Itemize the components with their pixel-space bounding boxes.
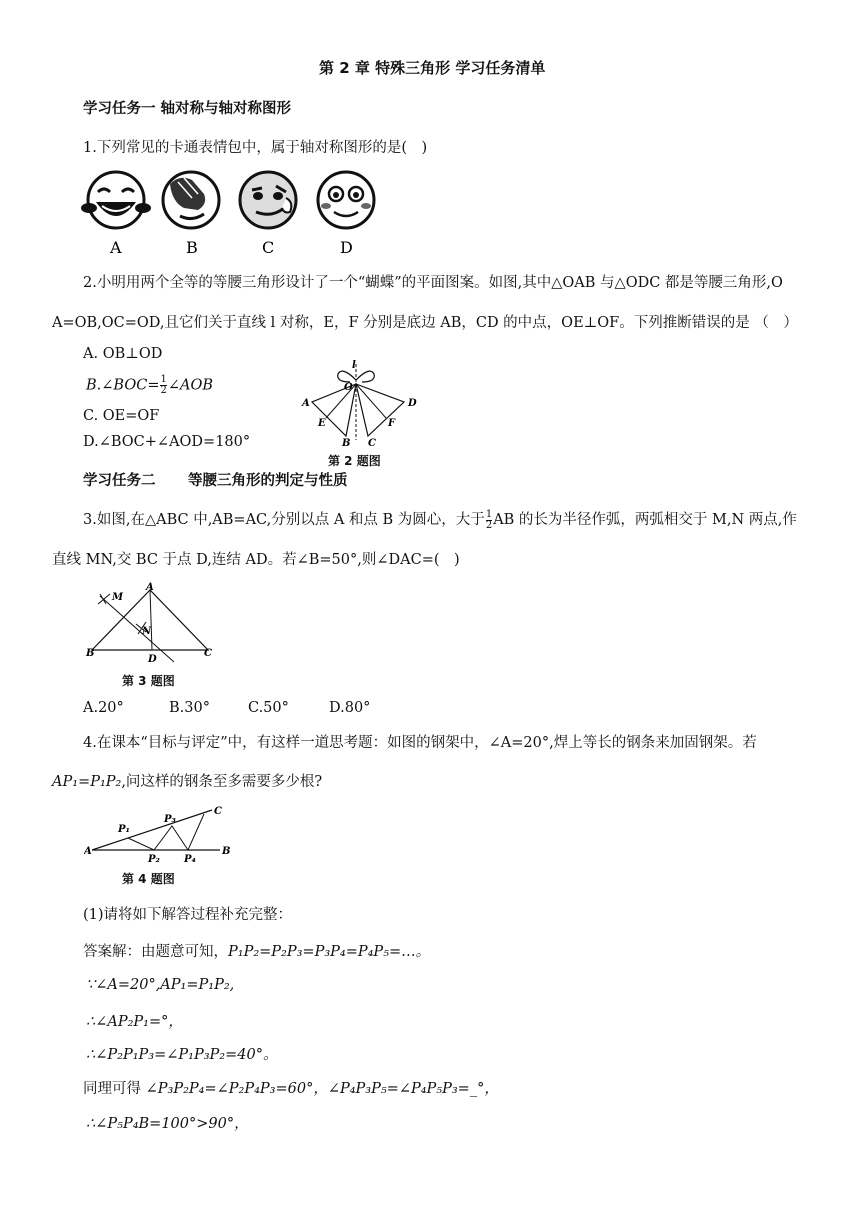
q2-option-c: C. OE=OF xyxy=(83,408,160,424)
task1-heading: 学习任务一 轴对称与轴对称图形 xyxy=(83,101,292,117)
emoji-label-a: A xyxy=(110,238,122,257)
fig3-label-c: C xyxy=(204,648,212,659)
fig4-label-c: C xyxy=(214,806,222,817)
q4-caption: 第 4 题图 xyxy=(122,872,175,886)
task2-heading-b: 等腰三角形的判定与性质 xyxy=(188,473,348,489)
q4-line4 xyxy=(83,1077,499,1098)
emoji-c-smirk-icon xyxy=(240,172,296,228)
emoji-a-laughing-icon xyxy=(81,172,151,228)
fig2-label-d: D xyxy=(408,398,417,409)
q4-sub1: (1)请将如下解答过程补充完整： xyxy=(83,907,293,923)
q3-option-a: A.20° xyxy=(83,700,124,716)
q2-stem-line1: 2.小明用两个全等的等腰三角形设计了一个“蝴蝶”的平面图案。如图,其中△OAB 与△ODC 都是等腰三角形,O xyxy=(83,275,783,291)
q2-option-b-pre: B.∠BOC= xyxy=(86,377,160,394)
emoji-label-b: B xyxy=(186,238,198,257)
emoji-label-c: C xyxy=(262,238,275,257)
q1-emoji-figure xyxy=(80,168,380,260)
emoji-label-d: D xyxy=(340,238,353,257)
fig4-label-b: B xyxy=(222,846,231,857)
q2-stem-line2: A=OB,OC=OD,且它们关于直线 l 对称，E，F 分别是底边 AB，CD 的中点，OE⊥OF。下列推断错误的是 （ ） xyxy=(52,315,798,331)
fig4-label-p3: P₃ xyxy=(164,814,176,825)
q4-stem-math: AP₁=P₁P₂ xyxy=(52,774,122,790)
q1-stem: 1.下列常见的卡通表情包中，属于轴对称图形的是( ) xyxy=(83,140,428,156)
q4-stem-text: ,问这样的钢条至多需要多少根? xyxy=(121,774,323,790)
emoji-b-facepalm-icon xyxy=(163,172,219,228)
q4-answer-intro-math: P₁P₂=P₂P₃=P₃P₄=P₄P₅=…。 xyxy=(228,944,431,960)
q4-line1: ∵∠A=20°,AP₁=P₁P₂, xyxy=(86,977,235,993)
q4-stem-line2 xyxy=(52,770,322,791)
q4-line3: ∴∠P₂P₁P₃=∠P₁P₃P₂=40°。 xyxy=(86,1047,278,1063)
q3-caption: 第 3 题图 xyxy=(122,674,175,688)
fig4-label-p1: P₁ xyxy=(118,824,130,835)
fig4-label-a: A xyxy=(84,846,92,857)
fig3-label-n: N xyxy=(142,626,152,637)
q2-option-a: A. OB⊥OD xyxy=(83,346,163,362)
q3-stem-line2: 直线 MN,交 BC 于点 D,连结 AD。若∠B=50°,则∠DAC=( ) xyxy=(52,552,460,568)
q4-answer-intro-text: 答案解：由题意可知， xyxy=(83,944,228,960)
q3-option-d: D.80° xyxy=(329,700,371,716)
q4-line5: ∴∠P₅P₄B=100°>90°， xyxy=(86,1116,249,1132)
fig2-label-e: E xyxy=(318,418,326,429)
q2-option-b-post: ∠AOB xyxy=(167,377,214,394)
fig2-label-f: F xyxy=(388,418,396,429)
q3-option-b: B.30° xyxy=(169,700,210,716)
q3-stem-line1 xyxy=(83,508,797,531)
fig3-label-a: A xyxy=(146,582,154,593)
q3-stem-post: AB 的长为半径作弧，两弧相交于 M,N 两点,作 xyxy=(493,512,797,528)
q3-fraction: $\frac{1}{2}$ xyxy=(485,508,493,531)
q4-line2: ∴∠AP₂P₁=°， xyxy=(86,1014,183,1030)
q4-line4-text: 同理可得 xyxy=(83,1081,141,1097)
fig2-label-c: C xyxy=(368,438,376,449)
q2-option-b-fraction: $\frac{1}{2}$ xyxy=(160,374,167,396)
q3-triangle-figure xyxy=(84,582,220,666)
fig2-label-a: A xyxy=(302,398,310,409)
q2-option-b xyxy=(86,375,213,396)
fig3-label-d: D xyxy=(148,654,157,665)
fig3-label-m: M xyxy=(112,592,124,603)
q3-stem-pre: 3.如图,在△ABC 中,AB=AC,分别以点 A 和点 B 为圆心，大于 xyxy=(83,512,485,528)
q4-stem-line1: 4.在课本“目标与评定”中，有这样一道思考题：如图的钢架中，∠A=20°,焊上等长的钢条来加固钢架。若 xyxy=(83,735,757,751)
fig3-label-b: B xyxy=(86,648,95,659)
fig2-label-b: B xyxy=(342,438,351,449)
q4-line4-math: ∠P₃P₂P₄=∠P₂P₄P₃=60°，∠P₄P₃P₅=∠P₄P₅P₃=_°， xyxy=(145,1081,499,1097)
q4-frame-figure xyxy=(84,804,232,868)
q2-caption: 第 2 题图 xyxy=(328,454,381,468)
q3-option-c: C.50° xyxy=(248,700,289,716)
page-title: 第 2 章 特殊三角形 学习任务清单 xyxy=(319,59,546,77)
fig2-label-o: O xyxy=(344,382,353,393)
q2-option-d: D.∠BOC+∠AOD=180° xyxy=(83,434,251,450)
emoji-d-smile-icon xyxy=(318,172,374,228)
fig4-label-p2: P₂ xyxy=(148,854,160,865)
q4-answer-intro xyxy=(83,940,430,961)
fig2-label-l: l xyxy=(352,360,356,371)
task2-heading-a: 学习任务二 xyxy=(83,473,156,489)
fig4-label-p4: P₄ xyxy=(184,854,196,865)
